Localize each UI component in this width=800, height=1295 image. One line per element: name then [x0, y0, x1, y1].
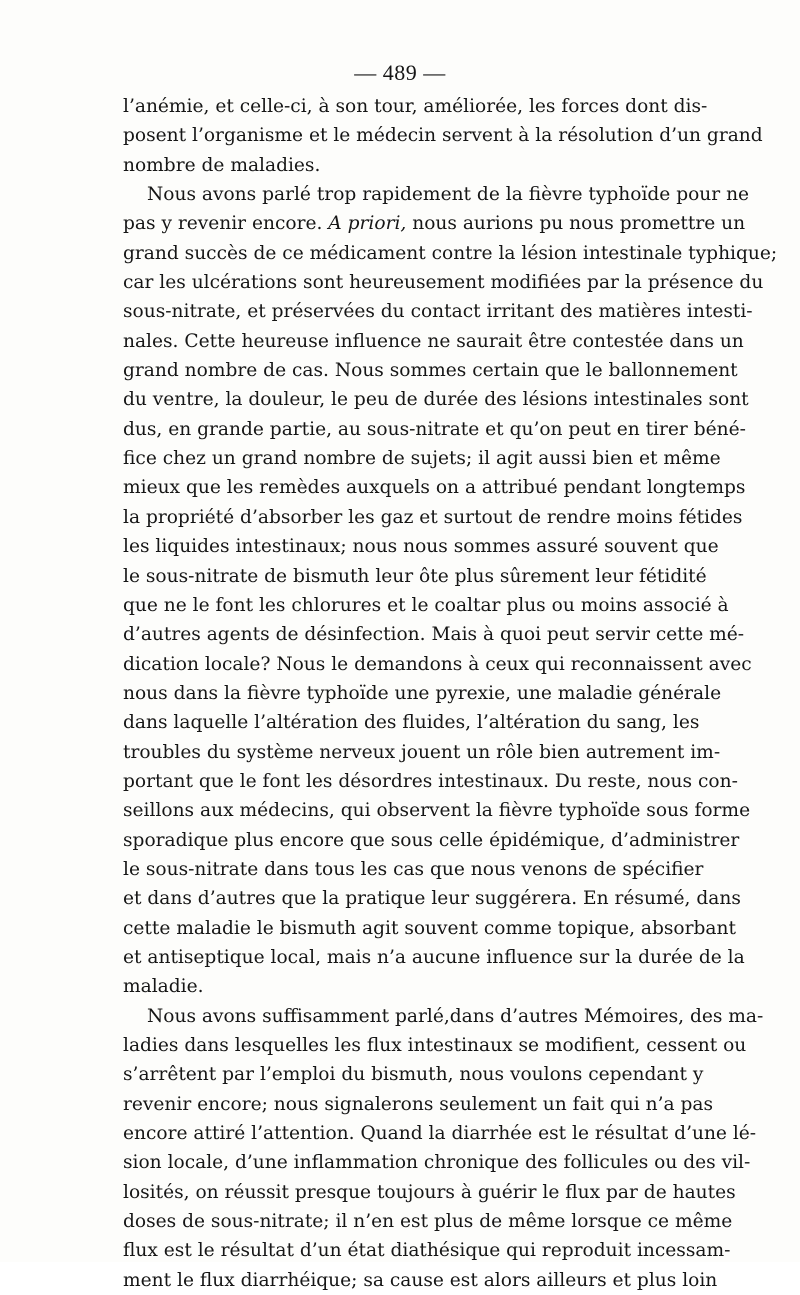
text-line: [123, 1002, 764, 1031]
text-line: [123, 1119, 757, 1148]
line-text: que ne le font les chlorures et le coaltar plus ou moins associé à: [123, 594, 729, 616]
line-text: nombre de maladies.: [123, 154, 321, 176]
text-line: [123, 650, 752, 679]
text-line: [123, 1148, 751, 1177]
text-line: [123, 1090, 714, 1119]
line-text: maladie.: [123, 976, 204, 998]
line-text: Nous avons suffisamment parlé,dans d’autres Mémoires, des ma-: [147, 1005, 764, 1027]
line-text: le sous-nitrate dans tous les cas que nous venons de spécifier: [123, 858, 704, 880]
text-line: [123, 268, 764, 297]
line-text: et dans d’autres que la pratique leur suggérera. En résumé, dans: [123, 888, 741, 910]
text-line: [123, 767, 738, 796]
text-line: [123, 239, 778, 268]
text-line: [123, 297, 753, 326]
line-text: d’autres agents de désinfection. Mais à quoi peut servir cette mé-: [123, 624, 745, 646]
line-text: dans laquelle l’altération des fluides, l’altération du sang, les: [123, 712, 700, 734]
line-text: sion locale, d’une inflammation chronique des follicules ou des vil-: [123, 1152, 751, 1174]
line-text: la propriété d’absorber les gaz et surtout de rendre moins fétides: [123, 506, 743, 528]
text-line: [123, 503, 743, 532]
text-line: [123, 327, 744, 356]
line-text: losités, on réussit presque toujours à guérir le flux par de hautes: [123, 1181, 736, 1203]
text-line: [123, 943, 745, 972]
text-line: [123, 738, 721, 767]
line-text: seillons aux médecins, qui observent la fièvre typhoïde sous forme: [123, 800, 751, 822]
line-text: cette maladie le bismuth agit souvent comme topique, absorbant: [123, 917, 736, 939]
text-line: [123, 1207, 733, 1236]
line-text: et antiseptique local, mais n’a aucune influence sur la durée de la: [123, 946, 745, 968]
line-text: ladies dans lesquelles les flux intestinaux se modifient, cessent ou: [123, 1035, 747, 1056]
line-text: les liquides intestinaux; nous nous sommes assuré souvent que: [123, 536, 719, 558]
text-line: [123, 151, 683, 180]
text-line: [123, 444, 721, 473]
text-line: [123, 796, 751, 825]
text-line: [123, 1236, 731, 1265]
line-text: sous-nitrate, et préservées du contact irritant des matières intesti-: [123, 301, 753, 323]
line-text: ment le flux diarrhéique; sa cause est alors ailleurs et plus loin: [123, 1269, 718, 1291]
text-line: [123, 1178, 736, 1207]
text-line: [123, 620, 745, 649]
line-text: car les ulcérations sont heureusement modifiées par la présence du: [123, 272, 764, 294]
text-line: [123, 532, 719, 561]
text-line: [123, 1060, 704, 1089]
text-line: [123, 855, 704, 884]
line-text: troubles du système nerveux jouent un rôle bien autrement im-: [123, 741, 721, 763]
text-line: [123, 914, 736, 943]
text-line: [123, 121, 763, 150]
line-text: grand succès de ce médicament contre la lésion intestinale typhique;: [123, 242, 778, 264]
line-text: dication locale? Nous le demandons à ceux qui reconnaissent avec: [123, 653, 752, 675]
line-text: du ventre, la douleur, le peu de durée des lésions intestinales sont: [123, 389, 749, 411]
text-line: [123, 826, 740, 855]
page-number: — 489 —: [354, 60, 446, 85]
line-text: encore attiré l’attention. Quand la diarrhée est le résultat d’une lé-: [123, 1123, 757, 1145]
line-text-continued: nous aurions pu nous promettre un: [412, 213, 746, 235]
text-line: [123, 92, 708, 121]
text-line: [123, 679, 722, 708]
line-text: dus, en grande partie, au sous-nitrate et qu’on peut en tirer béné-: [123, 418, 746, 440]
text-line: [123, 562, 707, 591]
line-text: mieux que les remèdes auxquels on a attribué pendant longtemps: [123, 477, 746, 499]
text-line: [123, 356, 738, 385]
line-text: flux est le résultat d’un état diathésique qui reproduit incessam-: [123, 1240, 731, 1262]
text-line: [123, 385, 749, 414]
line-text: sporadique plus encore que sous celle épidémique, d’administrer: [123, 829, 740, 851]
line-text: pas y revenir encore.: [123, 213, 323, 235]
text-line: [123, 884, 741, 913]
line-text: l’anémie, et celle-ci, à son tour, améliorée, les forces dont dis-: [123, 96, 708, 117]
line-text: posent l’organisme et le médecin servent à la résolution d’un grand: [123, 125, 763, 147]
text-line: [123, 972, 683, 1001]
text-line: [123, 1266, 718, 1295]
text-line: [123, 180, 750, 209]
text-line: [123, 708, 700, 737]
body-text: [123, 92, 778, 1295]
line-text: grand nombre de cas. Nous sommes certain que le ballonnement: [123, 360, 738, 382]
line-text: s’arrêtent par l’emploi du bismuth, nous voulons cependant y: [123, 1064, 704, 1086]
text-line: [123, 473, 746, 502]
text-line: [123, 591, 729, 620]
line-text: fice chez un grand nombre de sujets; il agit aussi bien et même: [123, 448, 721, 470]
line-text: nous dans la fièvre typhoïde une pyrexie, une maladie générale: [123, 682, 722, 704]
line-text: portant que le font les désordres intestinaux. Du reste, nous con-: [123, 770, 738, 792]
line-text: le sous-nitrate de bismuth leur ôte plus sûrement leur fétidité: [123, 565, 707, 587]
text-line: [123, 415, 746, 444]
line-text: Nous avons parlé trop rapidement de la fièvre typhoïde pour ne: [147, 184, 750, 206]
line-text: revenir encore; nous signalerons seulement un fait qui n’a pas: [123, 1093, 714, 1115]
text-line: [123, 209, 746, 238]
text-line: [123, 1031, 747, 1060]
line-text: doses de sous-nitrate; il n’en est plus de même lorsque ce même: [123, 1211, 733, 1233]
italic-phrase: A priori,: [328, 213, 407, 235]
line-text: nales. Cette heureuse influence ne saurait être contestée dans un: [123, 330, 744, 352]
